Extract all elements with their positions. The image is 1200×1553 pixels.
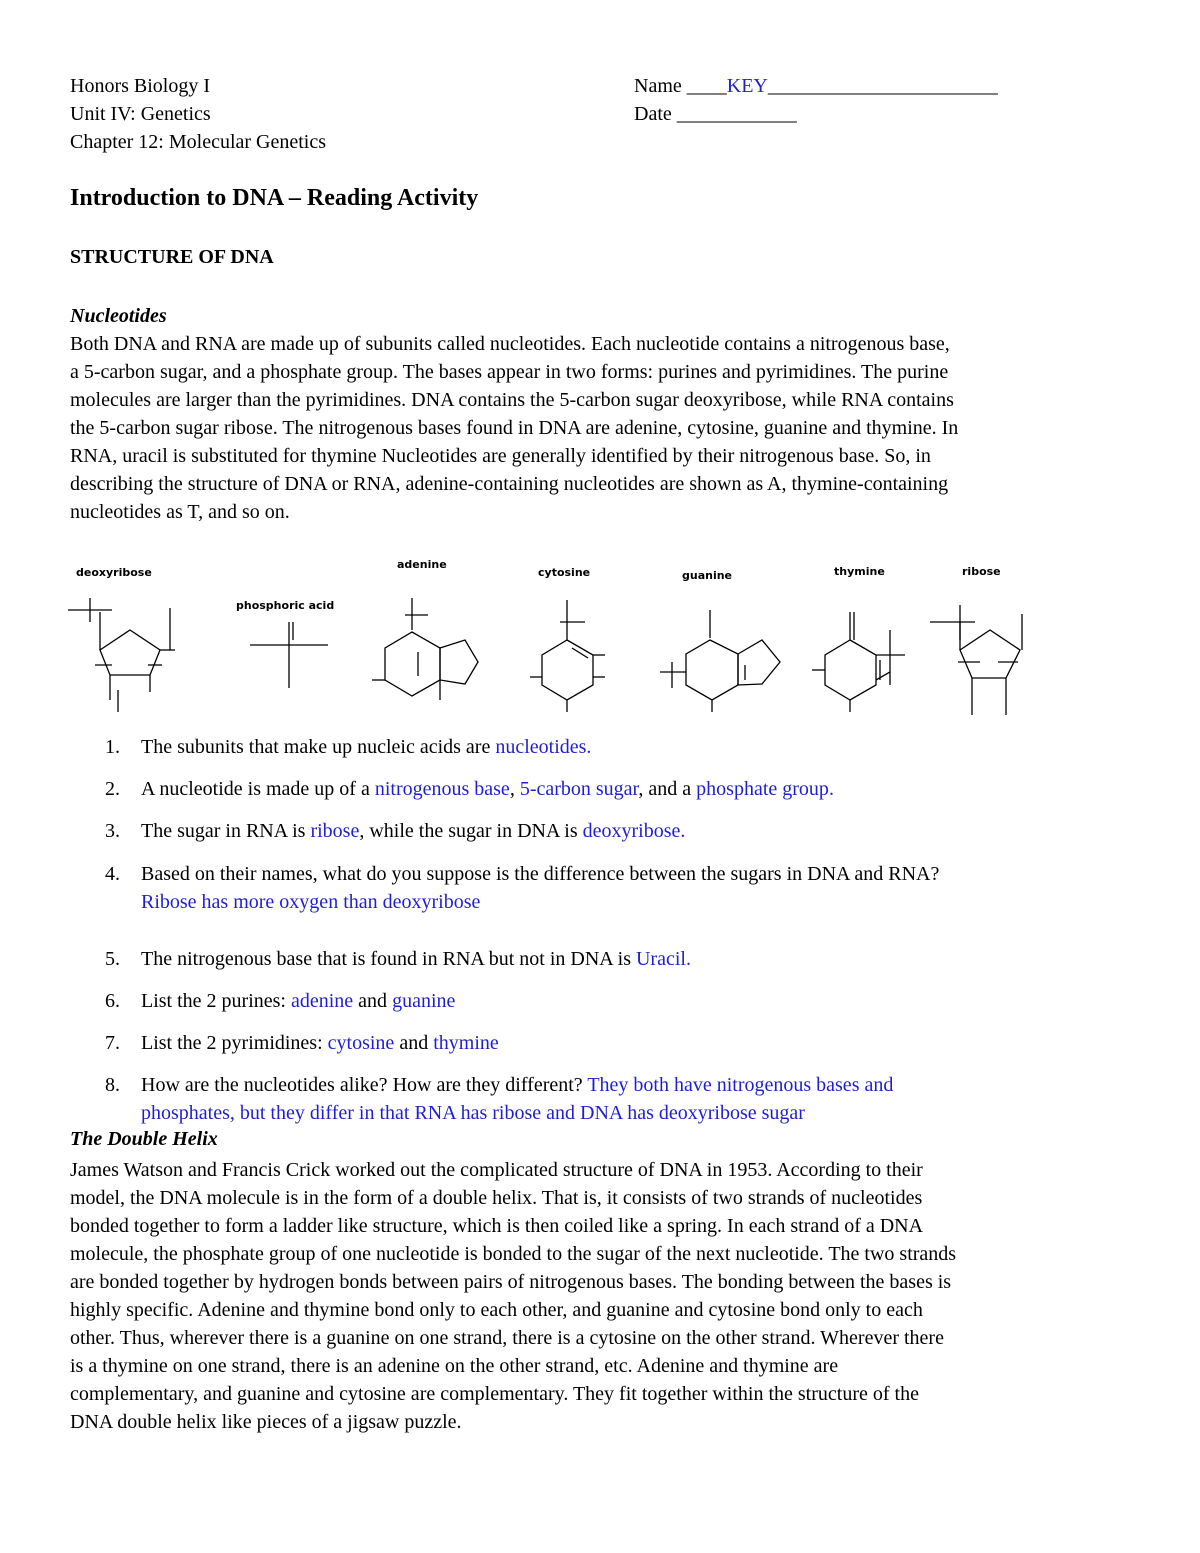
answer: phosphates, but they differ in that RNA has ribose and DNA has deoxyribose sugar bbox=[141, 1102, 805, 1124]
paragraph-line: DNA double helix like pieces of a jigsaw puzzle. bbox=[70, 1411, 462, 1433]
paragraph-line: a 5-carbon sugar, and a phosphate group. The bases appear in two forms: purines and pyrimidines. The purine bbox=[70, 361, 949, 383]
answer: phosphate group bbox=[696, 778, 829, 800]
guanine-label: guanine bbox=[682, 569, 733, 582]
deoxyribose-label: deoxyribose bbox=[76, 566, 152, 579]
phosphoric-acid-structure bbox=[250, 622, 328, 688]
answer: Uracil. bbox=[635, 948, 691, 970]
answer: They both have nitrogenous bases and bbox=[587, 1074, 894, 1096]
paragraph-line: are bonded together by hydrogen bonds between pairs of nitrogenous bases. The bonding between the bases is bbox=[70, 1271, 952, 1293]
answer: adenine bbox=[290, 990, 354, 1012]
section-heading: STRUCTURE OF DNA bbox=[70, 246, 274, 268]
answer: 5-carbon sugar bbox=[519, 778, 639, 800]
name-value: KEY bbox=[726, 75, 768, 97]
name-label: Name ____ bbox=[634, 75, 727, 97]
molecule-structures bbox=[0, 0, 1200, 740]
unit-name: Unit IV: Genetics bbox=[70, 103, 211, 125]
double-helix-paragraph bbox=[70, 1156, 1135, 1436]
answer: nucleotides. bbox=[495, 736, 592, 758]
paragraph-line: complementary, and guanine and cytosine are complementary. They fit together within the structure of the bbox=[70, 1383, 919, 1405]
worksheet-page: Honors Biology I Unit IV: Genetics Chapter 12: Molecular Genetics Name ____KEY_______________________ Date ____________ Introduction to DNA – Reading Activity STRUCTURE OF DNA Nucleotides Both DNA and RNA are made up of subunits called nucleotides. Each nucleotide contains a nitrogenous base, a 5-carbon sugar, and a phosphate group. The bases appear in two forms: purines and pyrimidines. The purine molecules are larger than the pyrimidines. DNA contains the 5-carbon sugar deoxyribose, while RNA contains the 5-carbon sugar ribose. The nitrogenous bases found in DNA are adenine, cytosine, guanine and thymine. In RNA, uracil is substituted for thymine Nucleotides are generally identified by their nitrogenous base. So, in describing the structure of DNA or RNA, adenine-containing nucleotides are shown as A, thymine-containing nucleotides as T, and so on. deoxyribose phosphoric acid adenine cytosine guanine thymine ribose 1. The subunits that make up nucleic acids are nucleotides. 2. A nucleotide is made up of a nitrogenous base, 5-carbon sugar, and a phosphate group. 3. The sugar in RNA is ribose, while the sugar in DNA is deoxyribose. 4. Based on their names, what do you suppose is the difference between the sugars in DNA and RNA? Ribose has more oxygen than deoxyribose 5. The nitrogenous base that is found in RNA but not in DNA is Uracil. 6. List the 2 purines: adenine and guanine 7. List the 2 pyrimidines: cytosine and thymine 8. How are the nucleotides alike? How are they different? They both have nitrogenous bases and phosphates, but they differ in that RNA has ribose and DNA has deoxyribose sugar The Double Helix James Watson and Francis Crick worked out the complicated structure of DNA in 1953. According to their model, the DNA molecule is in the form of a double helix. That is, it consists of two strands of nucleotides bonded together to form a ladder like structure, which is then coiled like a spring. In each strand of a DNA molecule, the phosphate group of one nucleotide is bonded to the sugar of the next nucleotide. The two strands are bonded together by hydrogen bonds between pairs of nitrogenous bases. The bonding between the bases is highly specific. Adenine and thymine bond only to each other, and guanine and cytosine bond only to each other. Thus, wherever there is a guanine on one strand, there is a cytosine on the other strand. Wherever there is a thymine on one strand, there is an adenine on the other strand, etc. Adenine and thymine are complementary, and guanine and cytosine are complementary. They fit together within the structure of the DNA double helix like pieces of a jigsaw puzzle. bbox=[0, 0, 1200, 1553]
paragraph-line: RNA, uracil is substituted for thymine Nucleotides are generally identified by their nitrogenous base. So, in bbox=[70, 445, 931, 467]
ribose-structure bbox=[930, 605, 1022, 715]
double-helix-heading: The Double Helix bbox=[70, 1128, 218, 1150]
answer: thymine bbox=[433, 1032, 499, 1054]
paragraph-line: Both DNA and RNA are made up of subunits called nucleotides. Each nucleotide contains a nitrogenous base, bbox=[70, 333, 950, 355]
thymine-structure bbox=[812, 612, 905, 712]
date-field: Date ____________ bbox=[634, 103, 797, 125]
answer: cytosine bbox=[327, 1032, 395, 1054]
guanine-structure bbox=[660, 610, 780, 712]
phosphoric-acid-label: phosphoric acid bbox=[236, 599, 335, 612]
paragraph-line: model, the DNA molecule is in the form of a double helix. That is, it consists of two strands of nucleotides bbox=[70, 1187, 923, 1209]
course-name: Honors Biology I bbox=[70, 75, 210, 97]
paragraph-line: bonded together to form a ladder like structure, which is then coiled like a spring. In each strand of a DNA bbox=[70, 1215, 924, 1237]
paragraph-line: the 5-carbon sugar ribose. The nitrogenous bases found in DNA are adenine, cytosine, guanine and thymine. In bbox=[70, 417, 959, 439]
chapter-name: Chapter 12: Molecular Genetics bbox=[70, 131, 327, 153]
cytosine-label: cytosine bbox=[538, 566, 591, 579]
answer: ribose bbox=[310, 820, 360, 842]
answer: guanine bbox=[392, 990, 456, 1012]
molecule-diagrams bbox=[0, 0, 1200, 740]
name-underline: _______________________ bbox=[767, 75, 998, 97]
answer: deoxyribose. bbox=[582, 820, 686, 842]
paragraph-line: molecule, the phosphate group of one nucleotide is bonded to the sugar of the next nucleotide. The two strands bbox=[70, 1243, 957, 1265]
ribose-label: ribose bbox=[962, 565, 1001, 578]
nucleotides-heading: Nucleotides bbox=[70, 305, 167, 327]
thymine-label: thymine bbox=[834, 565, 885, 578]
page-title: Introduction to DNA – Reading Activity bbox=[70, 185, 479, 211]
paragraph-line: molecules are larger than the pyrimidines. DNA contains the 5-carbon sugar deoxyribose, while RNA contains bbox=[70, 389, 954, 411]
paragraph-line: other. Thus, wherever there is a guanine on one strand, there is a cytosine on the other strand. Wherever there bbox=[70, 1327, 944, 1349]
paragraph-line: highly specific. Adenine and thymine bond only to each other, and guanine and cytosine bond only to each bbox=[70, 1299, 923, 1321]
paragraph-line: describing the structure of DNA or RNA, adenine-containing nucleotides are shown as A, thymine-containing bbox=[70, 473, 949, 495]
deoxyribose-structure bbox=[68, 598, 175, 712]
paragraph-line: James Watson and Francis Crick worked out the complicated structure of DNA in 1953. According to their bbox=[70, 1159, 923, 1181]
paragraph-line: nucleotides as T, and so on. bbox=[70, 501, 290, 523]
answer: nitrogenous base bbox=[374, 778, 510, 800]
answer: Ribose has more oxygen than deoxyribose bbox=[141, 891, 481, 913]
paragraph-line: is a thymine on one strand, there is an adenine on the other strand, etc. Adenine and thymine are bbox=[70, 1355, 839, 1377]
adenine-structure bbox=[372, 598, 478, 700]
adenine-label: adenine bbox=[397, 558, 447, 571]
cytosine-structure bbox=[530, 600, 605, 712]
